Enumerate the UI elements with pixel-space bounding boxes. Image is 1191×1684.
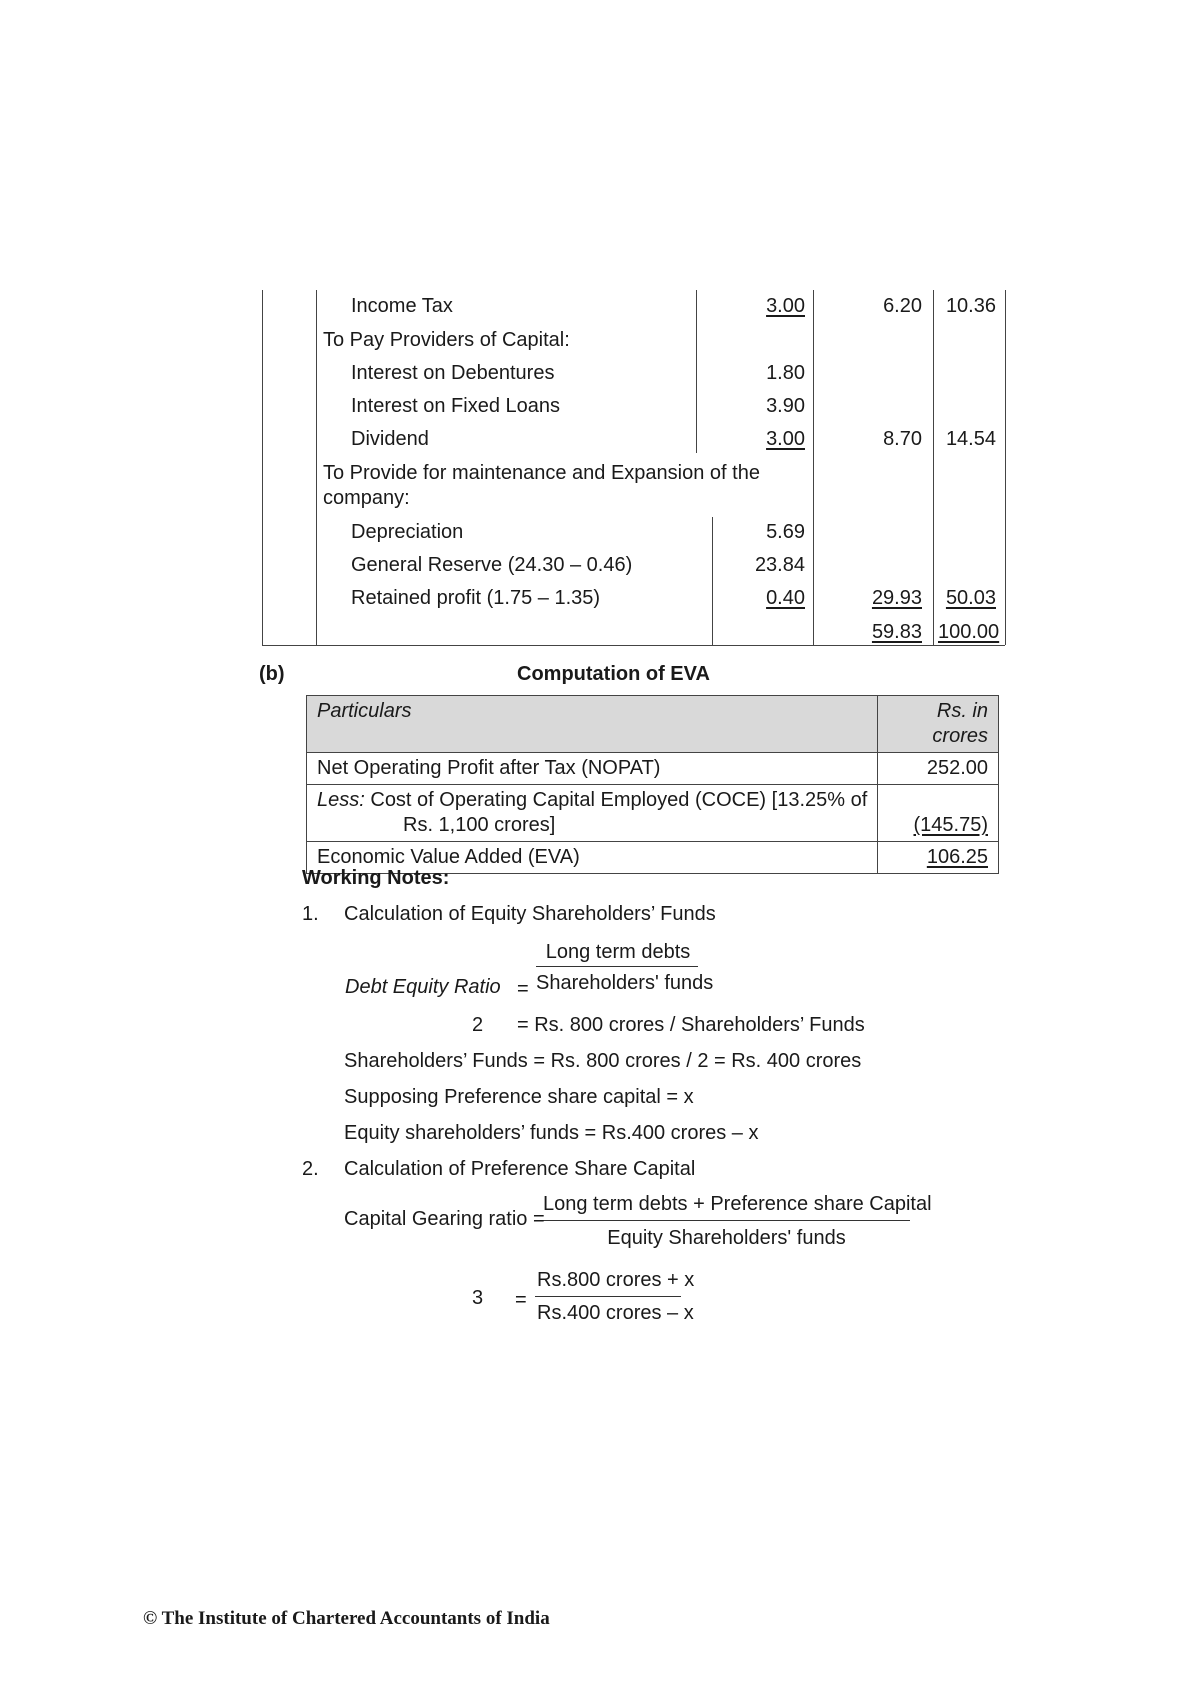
fraction-bar <box>536 966 698 967</box>
cell-value: 14.54 <box>945 428 996 450</box>
row-label: To Provide for maintenance and Expansion of the <box>323 462 760 484</box>
table-rule <box>712 517 713 645</box>
cell-value: 1.80 <box>766 362 805 384</box>
cell-value: 50.03 <box>945 587 996 609</box>
cell-value: 100.00 <box>938 621 1000 643</box>
row-label: Interest on Fixed Loans <box>351 395 561 417</box>
cell-value: 3.00 <box>766 295 805 317</box>
row-label: Income Tax <box>351 295 453 317</box>
fraction-numerator: Rs.800 crores + x <box>537 1269 695 1291</box>
table-row <box>307 753 999 785</box>
row-amount <box>878 842 999 874</box>
cell-value: 59.83 <box>871 621 922 643</box>
table-rule <box>933 290 934 645</box>
ratio-label: Debt Equity Ratio <box>345 976 501 998</box>
fraction-denominator: Rs.400 crores – x <box>537 1302 694 1324</box>
fraction-bar <box>543 1220 910 1221</box>
section-title: Computation of EVA <box>517 663 710 685</box>
equation-rhs: = Rs. 800 crores / Shareholders’ Funds <box>517 1014 865 1036</box>
row-label: Depreciation <box>351 521 464 543</box>
table-rule <box>1005 290 1006 645</box>
table-row <box>307 785 999 842</box>
table-rule <box>262 645 1005 646</box>
working-notes-heading: Working Notes: <box>302 867 450 889</box>
row-label-line2: Rs. 1,100 crores] <box>403 814 556 836</box>
row-label: To Pay Providers of Capital: <box>323 329 570 351</box>
row-amount <box>878 785 999 842</box>
cell-value: 10.36 <box>945 295 996 317</box>
equation-lhs: 3 <box>472 1287 484 1309</box>
row-label: General Reserve (24.30 – 0.46) <box>351 554 633 576</box>
amount-value: 106.25 <box>926 846 988 868</box>
note-number: 2. <box>302 1158 319 1180</box>
row-label: Economic Value Added (EVA) <box>307 842 878 874</box>
row-label: Interest on Debentures <box>351 362 555 384</box>
row-amount: 252.00 <box>878 753 999 785</box>
fraction-denominator: Equity Shareholders' funds <box>607 1227 846 1249</box>
page-footer: © The Institute of Chartered Accountants of India <box>143 1608 550 1629</box>
equals-sign: = <box>515 1289 527 1311</box>
header-amount: Rs. in crores <box>878 696 999 753</box>
header-particulars: Particulars <box>307 696 878 753</box>
table-rule <box>813 290 814 645</box>
row-label <box>307 785 878 842</box>
table-header-row <box>307 696 999 753</box>
cell-value: 0.40 <box>766 587 805 609</box>
fraction-numerator: Long term debts + Preference share Capital <box>543 1193 932 1215</box>
note-number: 1. <box>302 903 319 925</box>
fraction-bar <box>535 1296 681 1297</box>
row-label: Retained profit (1.75 – 1.35) <box>351 587 601 609</box>
cell-value: 23.84 <box>754 554 805 576</box>
cell-value: 3.00 <box>766 428 805 450</box>
row-label: company: <box>323 487 410 509</box>
equals-sign: = <box>517 978 529 1000</box>
note-line: Equity shareholders’ funds = Rs.400 crores – x <box>344 1122 759 1144</box>
amount-value: (145.75) <box>913 814 988 836</box>
row-label-line1: Cost of Operating Capital Employed (COCE) [13.25% of <box>364 789 868 811</box>
table-rule <box>316 290 317 645</box>
fraction-denominator: Shareholders' funds <box>536 972 714 994</box>
fraction-numerator: Long term debts <box>545 941 691 963</box>
note-title: Calculation of Preference Share Capital <box>344 1158 696 1180</box>
section-marker: (b) <box>259 663 285 685</box>
less-label: Less: <box>317 789 365 811</box>
table-rule <box>696 290 697 453</box>
cell-value: 29.93 <box>871 587 922 609</box>
note-title: Calculation of Equity Shareholders’ Funds <box>344 903 716 925</box>
note-line: Supposing Preference share capital = x <box>344 1086 694 1108</box>
row-label: Net Operating Profit after Tax (NOPAT) <box>307 753 878 785</box>
cell-value: 6.20 <box>883 295 922 317</box>
row-label: Dividend <box>351 428 429 450</box>
eva-table <box>306 695 999 874</box>
equation-lhs: 2 <box>472 1014 484 1036</box>
note-line: Shareholders’ Funds = Rs. 800 crores / 2 = Rs. 400 crores <box>344 1050 862 1072</box>
ratio-label: Capital Gearing ratio = <box>344 1208 545 1230</box>
table-rule <box>262 290 263 645</box>
cell-value: 8.70 <box>883 428 922 450</box>
cell-value: 5.69 <box>766 521 805 543</box>
cell-value: 3.90 <box>766 395 805 417</box>
